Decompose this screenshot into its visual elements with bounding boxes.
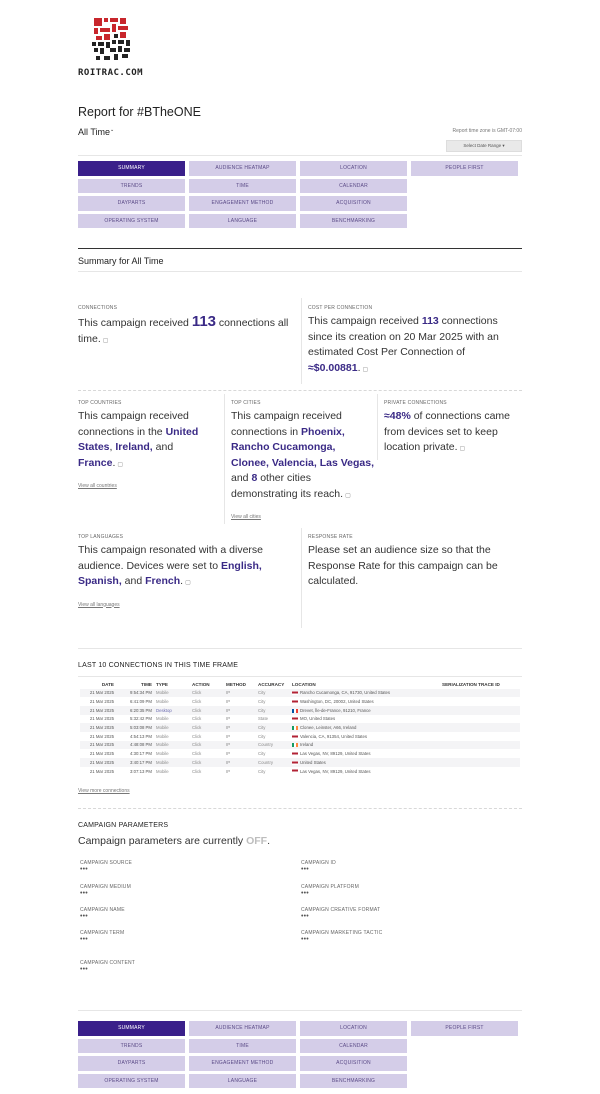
param-campaign-name (80, 907, 125, 920)
cell-time: 9:54:34 PM (116, 689, 154, 698)
comment-icon[interactable]: ▢ (102, 337, 109, 344)
comment-icon[interactable]: ▢ (345, 492, 351, 499)
tab-dayparts[interactable]: DAYPARTS (78, 196, 185, 211)
cell-trace-id (440, 697, 520, 706)
table-row (80, 723, 520, 732)
cell-accuracy: State (258, 716, 269, 722)
location-text: Drevet, Île-de-France, 91210, France (300, 707, 371, 713)
roitrac-logo-icon (90, 16, 134, 66)
card-text (78, 314, 290, 349)
cell-location (290, 732, 440, 741)
tab-summary[interactable]: SUMMARY (78, 161, 185, 176)
cell-method: IP (224, 689, 256, 698)
tab-trends[interactable]: TRENDS (78, 179, 185, 194)
cell-date: 21 Mar 2025 (80, 723, 116, 732)
cell-date: 21 Mar 2025 (89, 699, 114, 705)
tab-location[interactable]: LOCATION (300, 1021, 407, 1036)
table-row (80, 758, 520, 767)
tab-audience-heatmap[interactable]: AUDIENCE HEATMAP (189, 1021, 296, 1036)
param-label: CAMPAIGN NAME (80, 907, 125, 913)
col-method: METHOD (226, 682, 246, 687)
summary-title: Summary for All Time (78, 256, 164, 266)
text: This campaign received (308, 315, 422, 327)
page-title: Report for #BTheONE (78, 105, 201, 119)
country-flag-icon (292, 700, 298, 704)
text: and (152, 441, 174, 453)
report-nav-top (78, 161, 520, 228)
cell-trace-id (440, 706, 520, 715)
cell-trace-id (440, 715, 520, 724)
country-flag-icon (292, 752, 298, 756)
param-value: ••• (80, 913, 88, 920)
card-label: RESPONSE RATE (308, 534, 353, 540)
top-cities-card (231, 400, 375, 520)
cell-location (290, 749, 440, 758)
cell-accuracy: City (256, 689, 290, 698)
country-flag-icon (292, 761, 298, 765)
tab-acquisition[interactable]: ACQUISITION (300, 1056, 407, 1071)
city: Clonee, (231, 456, 269, 469)
param-campaign-medium (80, 884, 131, 897)
card-label: CONNECTIONS (78, 305, 118, 311)
tab-operating-system[interactable]: OPERATING SYSTEM (78, 1074, 185, 1089)
param-value: ••• (80, 890, 88, 897)
cell-action: Click (190, 758, 224, 767)
cell-trace-id (440, 723, 520, 732)
param-value: ••• (80, 936, 88, 943)
cell-date: 21 Mar 2025 (80, 758, 116, 767)
param-campaign-platform (301, 884, 359, 897)
cell-time: 4:54:13 PM (130, 733, 152, 739)
param-label: CAMPAIGN MARKETING TACTIC (301, 930, 383, 936)
cell-trace-id (440, 758, 520, 767)
divider (78, 390, 522, 391)
param-campaign-id (301, 860, 336, 873)
cell-type: Mobile (156, 733, 169, 739)
table-row (80, 741, 520, 750)
card-text (308, 314, 520, 378)
text: This campaign resonated with a diverse audience. Devices were set to (78, 544, 264, 572)
cell-trace-id (440, 732, 520, 741)
card-label: TOP LANGUAGES (78, 534, 124, 540)
tab-trends[interactable]: TRENDS (78, 1039, 185, 1054)
country-flag-icon (292, 691, 298, 695)
nav-spacer (411, 1039, 518, 1054)
cell-method: IP (226, 716, 231, 722)
country-flag-icon (292, 717, 298, 721)
cell-action: Click (190, 706, 224, 715)
tab-time[interactable]: TIME (189, 1039, 296, 1054)
text: connections all time. (78, 317, 289, 345)
cell-action: Click (190, 689, 224, 698)
cell-accuracy: Country (256, 741, 290, 750)
country: United States (78, 425, 199, 453)
cell-method: IP (224, 706, 256, 715)
tab-acquisition[interactable]: ACQUISITION (300, 196, 407, 211)
text: connections since its creation on 20 Mar 2025 with an estimated Cost Per Connection of (308, 315, 499, 358)
nav-spacer (411, 179, 518, 194)
location-text: United States (300, 759, 326, 765)
text: . (180, 575, 184, 587)
city: Las Vegas, (319, 456, 375, 469)
location-text: Las Vegas, NV, 89129, United States (300, 751, 371, 757)
card-text (78, 409, 220, 473)
card-text (384, 409, 522, 458)
tab-language[interactable]: LANGUAGE (189, 1074, 296, 1089)
response-rate-card (308, 534, 520, 590)
site-logo[interactable] (78, 16, 168, 80)
param-label: CAMPAIGN SOURCE (80, 860, 133, 866)
col-type: TYPE (156, 682, 168, 687)
col-date: DATE (101, 682, 114, 687)
tab-language[interactable]: LANGUAGE (189, 214, 296, 229)
cell-method: IP (226, 733, 231, 739)
tab-summary[interactable]: SUMMARY (78, 1021, 185, 1036)
location-text: MO, United States (300, 716, 336, 722)
cell-type: Mobile (154, 758, 190, 767)
card-label: TOP COUNTRIES (78, 400, 122, 406)
text: and (231, 472, 252, 484)
divider (301, 298, 302, 384)
cell-date: 21 Mar 2025 (89, 751, 114, 757)
view-all-languages-link[interactable]: View all languages (78, 601, 120, 608)
language: English, (221, 559, 262, 572)
card-label: COST PER CONNECTION (308, 305, 373, 311)
city: Valencia, (271, 456, 317, 469)
param-value: ••• (301, 913, 309, 920)
connections-table (80, 682, 520, 775)
col-action: ACTION (192, 682, 210, 687)
cell-time: 6:20:35 PM (116, 706, 154, 715)
cell-time: 4:48:08 PM (116, 741, 154, 750)
cell-accuracy: City (256, 706, 290, 715)
other-cities-count: 8 (251, 472, 258, 484)
param-value: ••• (301, 890, 309, 897)
cell-time: 3:40:17 PM (116, 758, 154, 767)
connections-count: 113 (421, 315, 439, 327)
location-text: Valencia, CA, 91354, United States (300, 733, 368, 739)
cell-accuracy: City (256, 723, 290, 732)
divider (78, 1010, 522, 1011)
nav-spacer (411, 1074, 518, 1089)
tab-operating-system[interactable]: OPERATING SYSTEM (78, 214, 185, 229)
comment-icon[interactable]: ▢ (362, 366, 369, 373)
language: French (145, 575, 181, 587)
text: Campaign parameters are currently (78, 835, 247, 847)
cell-action: Click (192, 751, 202, 757)
divider (78, 271, 522, 272)
tab-calendar[interactable]: CALENDAR (300, 179, 407, 194)
cell-date: 21 Mar 2025 (89, 716, 114, 722)
text: and (121, 575, 146, 587)
divider (78, 248, 522, 249)
cell-type: Mobile (156, 716, 169, 722)
cell-trace-id (440, 767, 520, 776)
cell-action: Click (190, 723, 224, 732)
logo-text: ROITRAC.COM (78, 68, 144, 78)
col-accuracy: ACCURACY (258, 682, 285, 687)
cell-trace-id (440, 689, 520, 698)
cell-method: IP (226, 751, 231, 757)
divider (377, 394, 378, 460)
divider (78, 808, 522, 809)
connections-card (78, 305, 290, 349)
date-range-select[interactable]: Select Date Range ▾ (446, 140, 522, 152)
location-text: Rancho Cucamonga, CA, 91730, United States (300, 690, 391, 696)
cell-accuracy: City (258, 751, 266, 757)
location-text: Ireland (300, 742, 314, 748)
param-campaign-term (80, 930, 124, 943)
nav-spacer (411, 214, 518, 229)
cell-time: 4:30:17 PM (130, 751, 152, 757)
col-location: LOCATION (292, 682, 316, 687)
cost-per-connection-card (308, 305, 520, 378)
cell-action: Click (192, 699, 202, 705)
table-row (80, 706, 520, 715)
date-range-label[interactable] (78, 127, 114, 137)
cell-type: Mobile (156, 751, 169, 757)
tab-engagement-method[interactable]: ENGAGEMENT METHOD (189, 196, 296, 211)
cell-location (290, 767, 440, 776)
cell-date: 21 Mar 2025 (80, 741, 116, 750)
cost-value: ≈$0.00881 (308, 361, 358, 374)
table-row (80, 767, 520, 776)
cell-type: Desktop (154, 706, 190, 715)
cell-time: 6:41:09 PM (130, 699, 152, 705)
report-nav-bottom (78, 1021, 520, 1088)
cell-accuracy: Country (256, 758, 290, 767)
param-label: CAMPAIGN TERM (80, 930, 125, 936)
cell-type: Mobile (154, 723, 190, 732)
param-value: ••• (80, 966, 88, 973)
top-countries-card (78, 400, 220, 489)
cell-accuracy: City (258, 699, 266, 705)
table-row (80, 689, 520, 698)
divider (301, 528, 302, 628)
cell-action: Click (192, 768, 202, 774)
text: of connections came from devices set to keep location private. (384, 410, 511, 453)
cell-date: 21 Mar 2025 (89, 733, 114, 739)
cell-type: Mobile (156, 768, 169, 774)
param-campaign-source (80, 860, 132, 873)
country-flag-icon (292, 726, 298, 730)
table-row (80, 697, 520, 706)
view-more-connections-link[interactable]: View more connections (78, 788, 130, 794)
divider (78, 676, 522, 677)
card-label: TOP CITIES (231, 400, 261, 406)
cell-time: 5:03:08 PM (116, 723, 154, 732)
cell-method: IP (226, 699, 231, 705)
cell-method: IP (224, 758, 256, 767)
range-text: All Time (78, 127, 111, 137)
cell-type: Mobile (156, 699, 169, 705)
cell-trace-id (440, 741, 520, 750)
tab-benchmarking[interactable]: BENCHMARKING (300, 214, 407, 229)
language: Spanish, (78, 575, 122, 587)
cell-location (290, 741, 440, 750)
params-state: OFF (246, 835, 268, 847)
country: Ireland, (115, 441, 153, 453)
cell-trace-id (440, 749, 520, 758)
cell-time: 5:32:42 PM (130, 716, 152, 722)
tab-benchmarking[interactable]: BENCHMARKING (300, 1074, 407, 1089)
param-campaign-content (80, 960, 135, 973)
nav-spacer (411, 1056, 518, 1071)
divider (224, 394, 225, 524)
tab-engagement-method[interactable]: ENGAGEMENT METHOD (189, 1056, 296, 1071)
cell-date: 21 Mar 2025 (80, 706, 116, 715)
param-campaign-creative-format (301, 907, 380, 920)
cell-location (290, 723, 440, 732)
cell-date: 21 Mar 2025 (80, 689, 116, 698)
country-flag-icon (292, 709, 298, 713)
param-label: CAMPAIGN CONTENT (80, 960, 136, 966)
city: Phoenix, (301, 425, 345, 438)
cell-type: Mobile (154, 689, 190, 698)
tab-location[interactable]: LOCATION (300, 161, 407, 176)
private-percent: ≈48% (384, 410, 411, 422)
country: France (78, 456, 113, 469)
param-value: ••• (301, 866, 309, 873)
text: . (267, 835, 270, 847)
card-label: PRIVATE CONNECTIONS (384, 400, 447, 406)
cell-type: Mobile (154, 741, 190, 750)
view-all-cities-link[interactable]: View all cities (231, 514, 261, 520)
cell-location (290, 697, 440, 706)
tab-dayparts[interactable]: DAYPARTS (78, 1056, 185, 1071)
param-label: CAMPAIGN MEDIUM (80, 884, 131, 890)
cell-location (290, 706, 440, 715)
cell-action: Click (190, 741, 224, 750)
card-text (78, 543, 290, 592)
tab-people-first[interactable]: PEOPLE FIRST (411, 161, 518, 176)
cell-method: IP (226, 768, 231, 774)
cell-action: Click (192, 716, 202, 722)
table-row (80, 715, 520, 724)
cell-date: 21 Mar 2025 (89, 768, 114, 774)
divider (78, 648, 522, 649)
param-value: ••• (301, 936, 309, 943)
top-languages-card (78, 534, 290, 608)
param-label: CAMPAIGN CREATIVE FORMAT (301, 907, 381, 913)
text: This campaign received connections in (231, 410, 342, 438)
card-text: Please set an audience size so that the Response Rate for this campaign can be calculated. (308, 544, 498, 587)
tab-calendar[interactable]: CALENDAR (300, 1039, 407, 1054)
nav-spacer (411, 196, 518, 211)
param-label: CAMPAIGN ID (301, 860, 336, 866)
chevron-down-icon: ⌄ (110, 127, 115, 133)
cell-method: IP (224, 741, 256, 750)
text: , (109, 441, 116, 453)
private-connections-card (384, 400, 522, 458)
tab-people-first[interactable]: PEOPLE FIRST (411, 1021, 518, 1036)
text: . (112, 456, 116, 469)
card-text (231, 409, 375, 504)
cell-time: 3:07:13 PM (130, 768, 152, 774)
tab-time[interactable]: TIME (189, 179, 296, 194)
campaign-params-status (78, 835, 270, 847)
param-label: CAMPAIGN PLATFORM (301, 884, 359, 890)
location-text: Washington, DC, 20002, United States (300, 699, 374, 705)
comment-icon[interactable]: ▢ (117, 461, 124, 468)
connections-count: 113 (191, 313, 217, 330)
city: Rancho Cucamonga, (231, 441, 336, 453)
cell-location (290, 689, 440, 698)
cell-location (290, 715, 440, 724)
table-row (80, 749, 520, 758)
param-campaign-marketing-tactic (301, 930, 382, 943)
view-all-countries-link[interactable]: View all countries (78, 483, 117, 489)
cell-action: Click (192, 733, 202, 739)
text: This campaign received connections in the (78, 410, 189, 438)
connections-title: LAST 10 CONNECTIONS IN THIS TIME FRAME (78, 662, 239, 669)
cell-location (290, 758, 440, 767)
comment-icon[interactable]: ▢ (459, 446, 466, 452)
country-flag-icon (292, 743, 298, 747)
cell-accuracy: City (258, 733, 266, 739)
text: . (357, 361, 361, 374)
timezone-note: Report time zone is GMT-07:00 (452, 128, 522, 134)
param-value: ••• (80, 866, 88, 873)
text: This campaign received (78, 317, 192, 329)
country-flag-icon (292, 769, 298, 773)
col-trace-id: SERIALIZATION TRACE ID (442, 682, 500, 687)
cell-accuracy: City (258, 768, 266, 774)
col-time: TIME (141, 682, 152, 687)
table-row (80, 732, 520, 741)
campaign-params-title: CAMPAIGN PARAMETERS (78, 822, 169, 829)
location-text: Clonee, Leinster, A66, Ireland (300, 725, 357, 731)
cell-method: IP (224, 723, 256, 732)
divider (78, 155, 522, 156)
country-flag-icon (292, 735, 298, 739)
tab-audience-heatmap[interactable]: AUDIENCE HEATMAP (189, 161, 296, 176)
location-text: Las Vegas, NV, 89129, United States (300, 768, 371, 774)
comment-icon[interactable]: ▢ (185, 580, 191, 586)
text: other cities demonstrating its reach. (231, 472, 344, 500)
